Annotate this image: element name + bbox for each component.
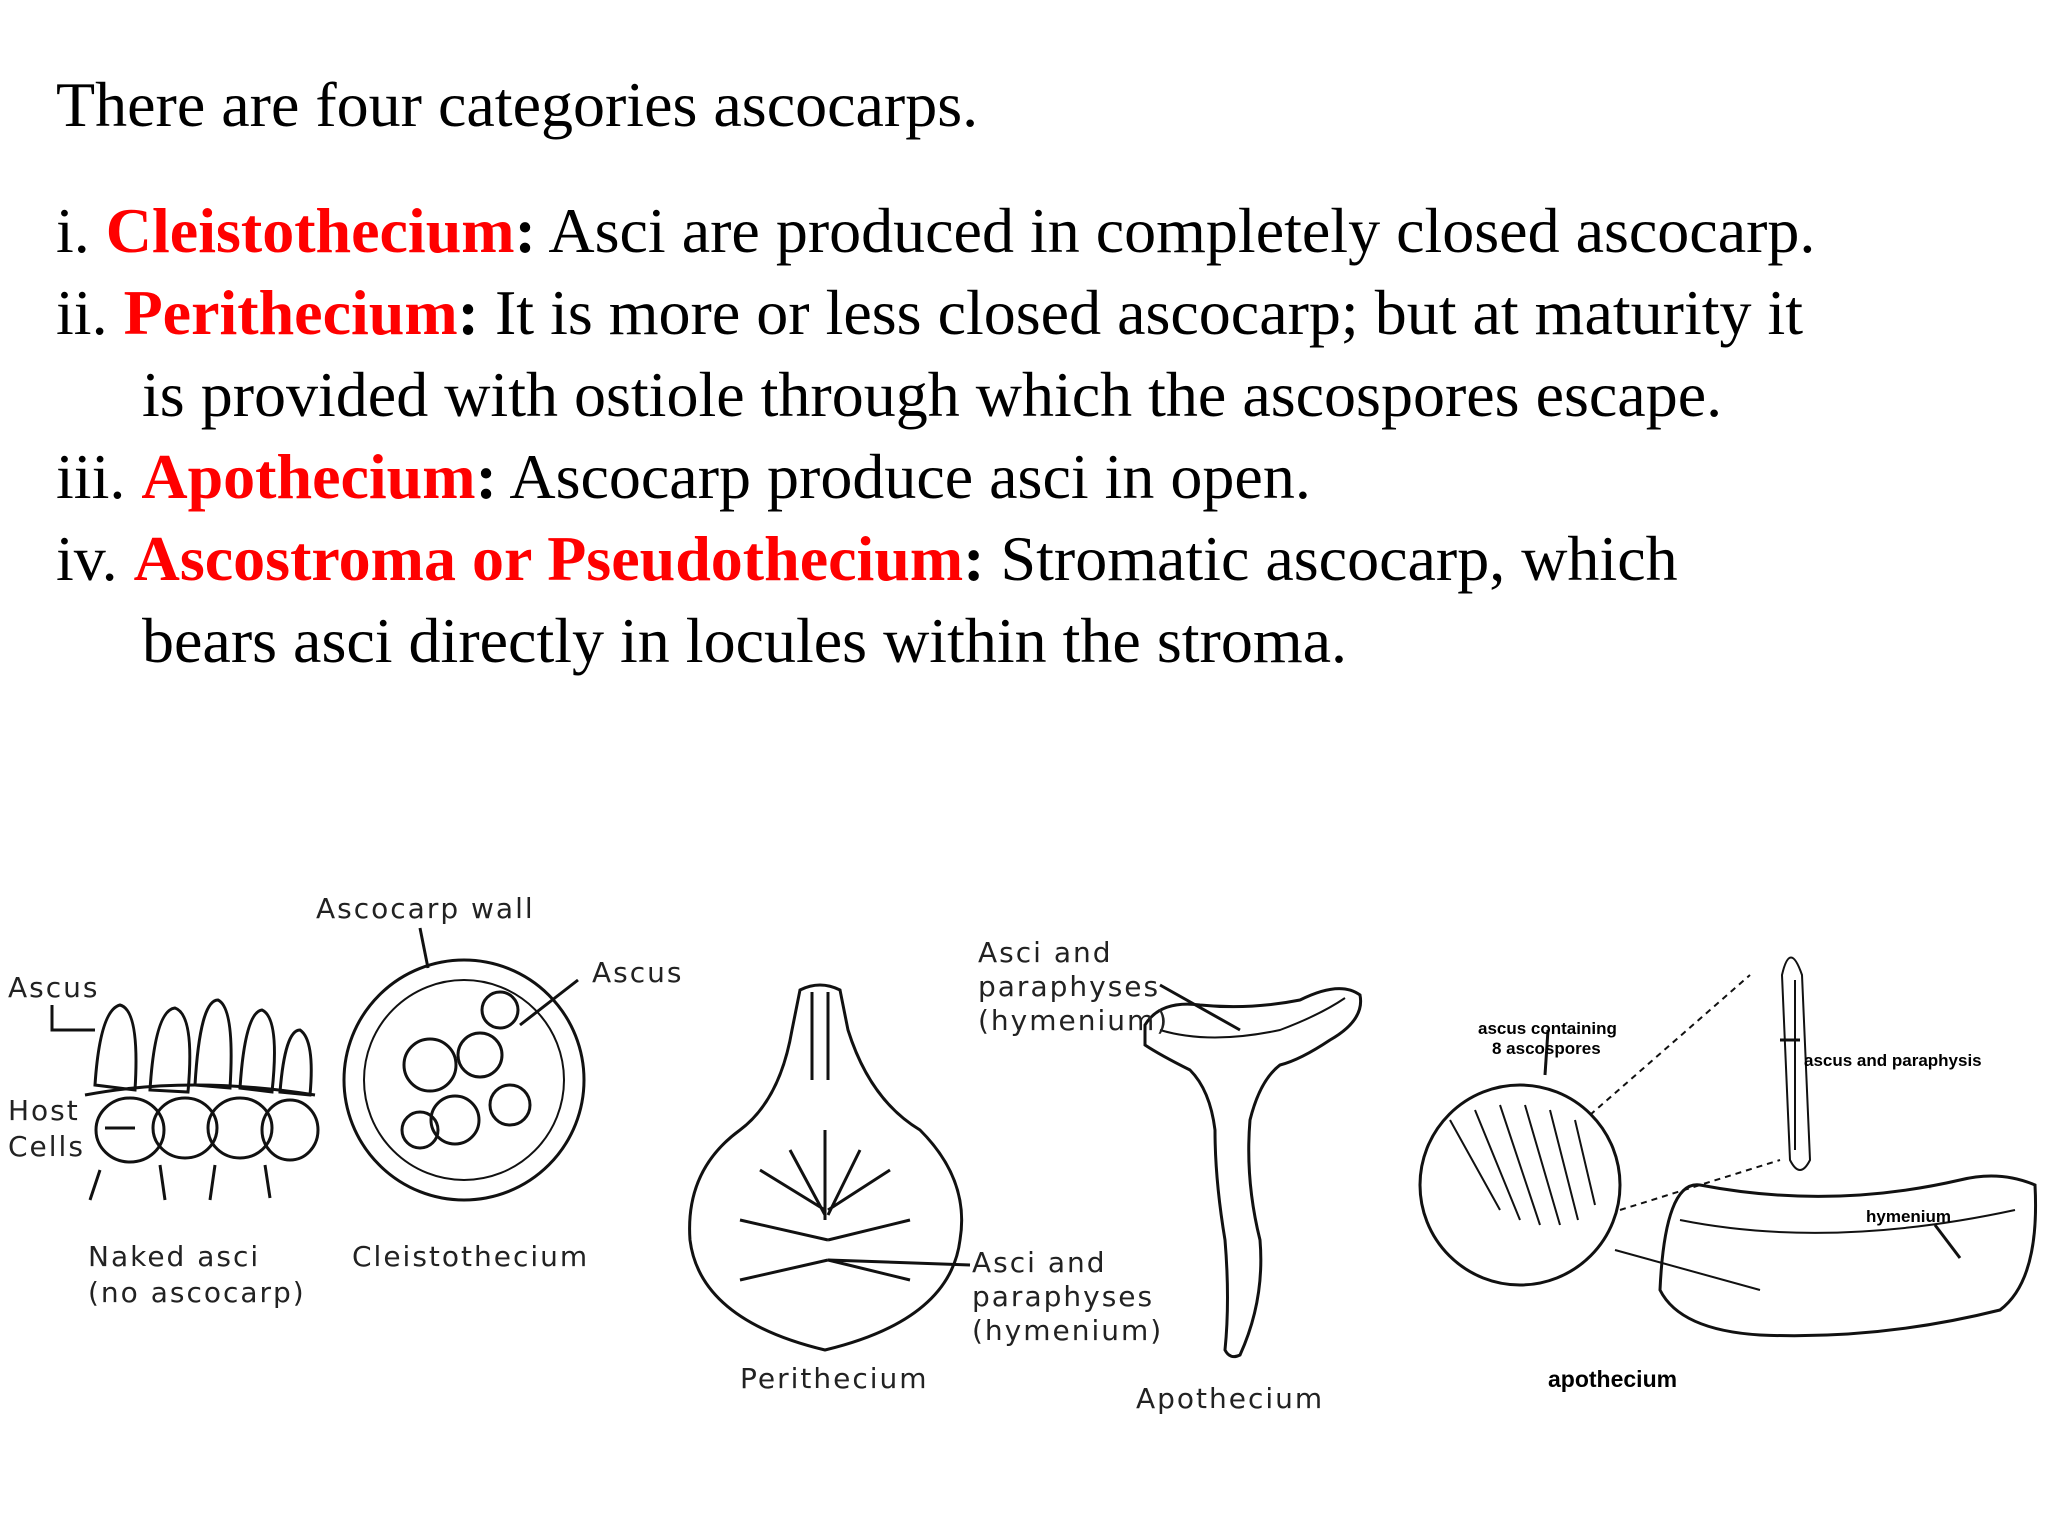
label-apo-asci: Asci and [978, 936, 1113, 969]
label-hymenium-detail: hymenium [1866, 1207, 1952, 1226]
list-item-cleistothecium [56, 190, 2016, 272]
item-colon: : [963, 523, 985, 594]
caption-apothecium-detail: apothecium [1548, 1366, 1678, 1392]
item-term: Perithecium [123, 277, 458, 348]
label-peri-hymenium: (hymenium) [972, 1314, 1164, 1347]
item-term: Cleistothecium [105, 195, 515, 266]
caption-naked-asci: Naked asci [88, 1240, 261, 1273]
slide-heading: There are four categories ascocarps. [56, 69, 979, 140]
item-colon: : [475, 441, 497, 512]
apothecium-detail-drawing [1420, 958, 2036, 1336]
list-item-apothecium [56, 436, 2016, 518]
caption-cleistothecium: Cleistothecium [352, 1240, 590, 1273]
item-colon: : [457, 277, 479, 348]
list-item-perithecium [56, 272, 2016, 436]
label-ascus-naked: Ascus [8, 971, 100, 1004]
item-number: iii. [56, 441, 142, 512]
item-number: iv. [56, 523, 134, 594]
label-ascus-containing: ascus containing [1478, 1019, 1617, 1038]
item-description: Stromatic ascocarp, which [984, 523, 1678, 594]
ascocarp-figure [0, 880, 2048, 1440]
label-peri-asci: Asci and [972, 1246, 1107, 1279]
item-description: It is more or less closed ascocarp; but at maturity it [478, 277, 1804, 348]
label-8-ascospores: 8 ascospores [1492, 1039, 1601, 1058]
cleistothecium-drawing [344, 928, 584, 1200]
item-description: Ascocarp produce asci in open. [496, 441, 1311, 512]
item-term: Ascostroma or Pseudothecium [133, 523, 964, 594]
apothecium-drawing [1145, 985, 1361, 1357]
caption-no-ascocarp: (no ascocarp) [88, 1276, 306, 1309]
naked-asci-drawing [52, 1000, 318, 1200]
item-number: i. [56, 195, 106, 266]
caption-apothecium: Apothecium [1136, 1382, 1325, 1415]
label-ascus-and-paraphysis: ascus and paraphysis [1804, 1051, 1982, 1070]
label-cells: Cells [8, 1130, 85, 1163]
item-description: Asci are produced in completely closed ascocarp. [535, 195, 1816, 266]
item-number: ii. [56, 277, 124, 348]
item-term: Apothecium [141, 441, 476, 512]
perithecium-drawing [690, 985, 970, 1350]
item-continuation: is provided with ostiole through which the ascospores escape. [142, 359, 1723, 430]
item-continuation: bears asci directly in locules within the stroma. [142, 605, 1347, 676]
label-apo-paraphyses: paraphyses [978, 970, 1161, 1003]
item-colon: : [514, 195, 536, 266]
caption-perithecium: Perithecium [740, 1362, 929, 1395]
list-item-ascostroma [56, 518, 2016, 682]
label-ascocarp-wall: Ascocarp wall [316, 892, 535, 925]
label-host: Host [8, 1094, 80, 1127]
label-peri-paraphyses: paraphyses [972, 1280, 1155, 1313]
label-apo-hymenium: (hymenium) [978, 1004, 1170, 1037]
label-ascus-cleisto: Ascus [592, 956, 684, 989]
ascocarp-list [56, 190, 2016, 682]
